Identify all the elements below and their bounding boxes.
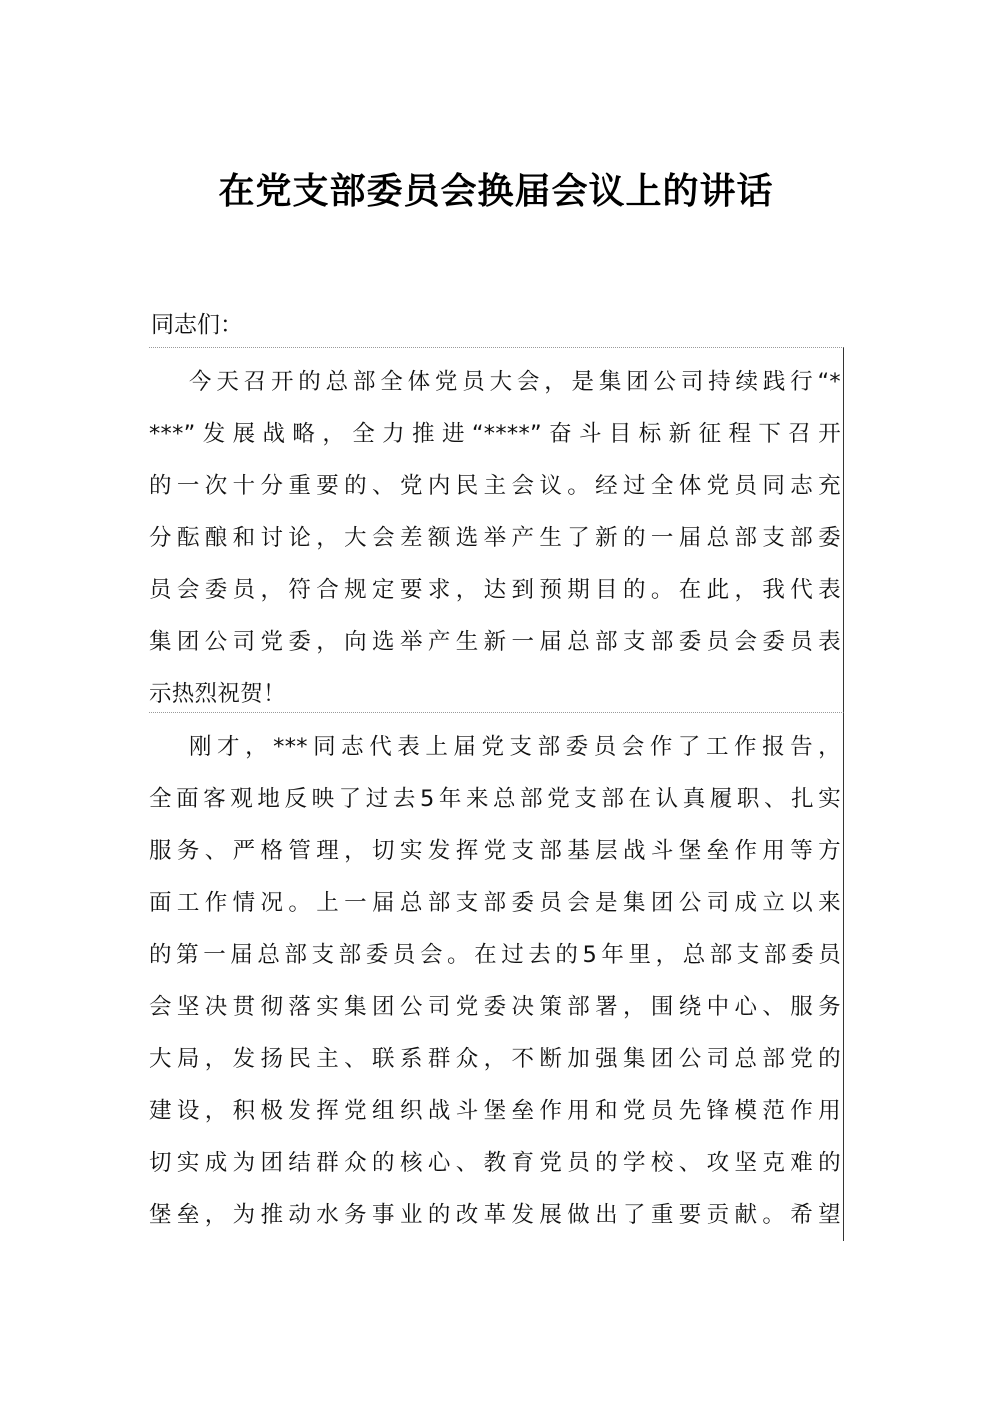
salutation: 同志们： (151, 312, 243, 338)
paragraph-line: 刚才，***同志代表上届党支部委员会作了工作报告， (189, 734, 841, 760)
paragraph-line: 建设，积极发挥党组织战斗堡垒作用和党员先锋模范作用 (149, 1098, 841, 1124)
paragraph-line: 示热烈祝贺！ (149, 681, 286, 707)
paragraph-line: 的一次十分重要的、党内民主会议。经过全体党员同志充 (149, 473, 841, 499)
paragraph-line: 全面客观地反映了过去5年来总部党支部在认真履职、扎实 (149, 786, 841, 812)
paragraph-line: 堡垒，为推动水务事业的改革发展做出了重要贡献。希望 (149, 1202, 841, 1228)
paragraph-line: 面工作情况。上一届总部支部委员会是集团公司成立以来 (149, 890, 841, 916)
paragraph-line: 的第一届总部支部委员会。在过去的5年里，总部支部委员 (149, 942, 841, 968)
paragraph-line: 会坚决贯彻落实集团公司党委决策部署，围绕中心、服务 (149, 994, 841, 1020)
paragraph-line: 集团公司党委，向选举产生新一届总部支部委员会委员表 (149, 629, 841, 655)
paragraph-line: ***”发展战略，全力推进“****”奋斗目标新征程下召开 (149, 421, 841, 447)
paragraph-2 (149, 712, 844, 1241)
document-title: 在党支部委员会换届会议上的讲话 (218, 171, 774, 212)
paragraph-line: 大局，发扬民主、联系群众，不断加强集团公司总部党的 (149, 1046, 841, 1072)
paragraph-line: 今天召开的总部全体党员大会，是集团公司持续践行“* (189, 369, 841, 395)
paragraph-line: 切实成为团结群众的核心、教育党员的学校、攻坚克难的 (149, 1150, 841, 1176)
paragraph-1 (149, 347, 844, 720)
paragraph-line: 员会委员，符合规定要求，达到预期目的。在此，我代表 (149, 577, 841, 603)
paragraph-line: 分酝酿和讨论，大会差额选举产生了新的一届总部支部委 (149, 525, 841, 551)
paragraph-line: 服务、严格管理，切实发挥党支部基层战斗堡垒作用等方 (149, 838, 841, 864)
